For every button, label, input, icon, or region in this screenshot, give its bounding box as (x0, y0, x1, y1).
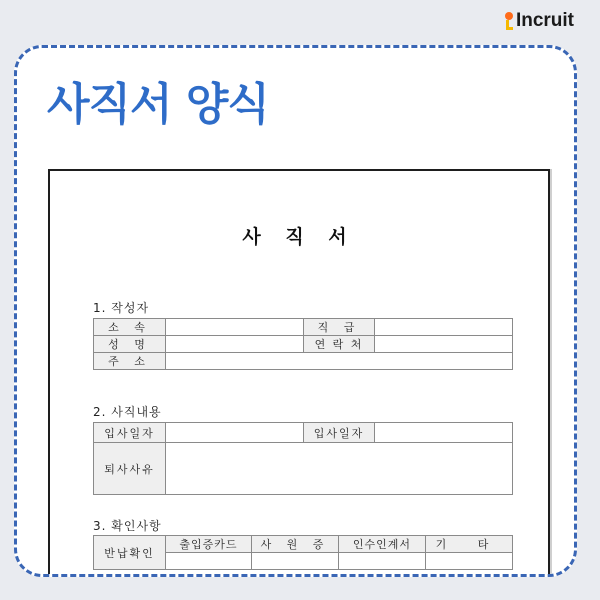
table-row (94, 319, 513, 336)
contact-label: 연 락 처 (304, 336, 375, 353)
access-card-field[interactable] (166, 553, 252, 570)
return-check-label: 반납확인 (94, 536, 166, 570)
address-field[interactable] (166, 353, 513, 370)
employee-id-label: 사 원 증 (252, 536, 339, 553)
table-row (94, 536, 513, 553)
name-label: 성 명 (94, 336, 166, 353)
other-field[interactable] (426, 553, 513, 570)
section-label-resignation: 2. 사직내용 (93, 405, 162, 419)
table-row (94, 443, 513, 495)
handover-label: 인수인계서 (339, 536, 426, 553)
table-row (94, 353, 513, 370)
writer-table (93, 318, 513, 370)
resignation-form-document (48, 169, 550, 577)
other-label: 기 타 (426, 536, 513, 553)
address-label: 주 소 (94, 353, 166, 370)
reason-label: 퇴사사유 (94, 443, 166, 495)
resignation-table (93, 422, 513, 495)
table-row (94, 336, 513, 353)
handover-field[interactable] (339, 553, 426, 570)
reason-field[interactable] (166, 443, 513, 495)
position-field[interactable] (375, 319, 513, 336)
access-card-label: 출입증카드 (166, 536, 252, 553)
confirmation-table (93, 535, 513, 570)
table-row (94, 423, 513, 443)
form-title: 사 직 서 (242, 226, 356, 248)
join-date-field-2[interactable] (375, 423, 513, 443)
content-card (14, 45, 577, 577)
section-label-writer: 1. 작성자 (93, 301, 150, 315)
affiliation-label: 소 속 (94, 319, 166, 336)
logo-text: Incruit (515, 10, 574, 31)
join-date-field[interactable] (166, 423, 304, 443)
join-date-label-2: 입사일자 (304, 423, 375, 443)
join-date-label: 입사일자 (94, 423, 166, 443)
page-title: 사직서 양식 (47, 79, 269, 130)
affiliation-field[interactable] (166, 319, 304, 336)
contact-field[interactable] (375, 336, 513, 353)
incruit-logo-icon (505, 11, 515, 31)
name-field[interactable] (166, 336, 304, 353)
section-label-confirmation: 3. 확인사항 (93, 519, 162, 533)
incruit-logo (505, 10, 574, 32)
position-label: 직 급 (304, 319, 375, 336)
employee-id-field[interactable] (252, 553, 339, 570)
